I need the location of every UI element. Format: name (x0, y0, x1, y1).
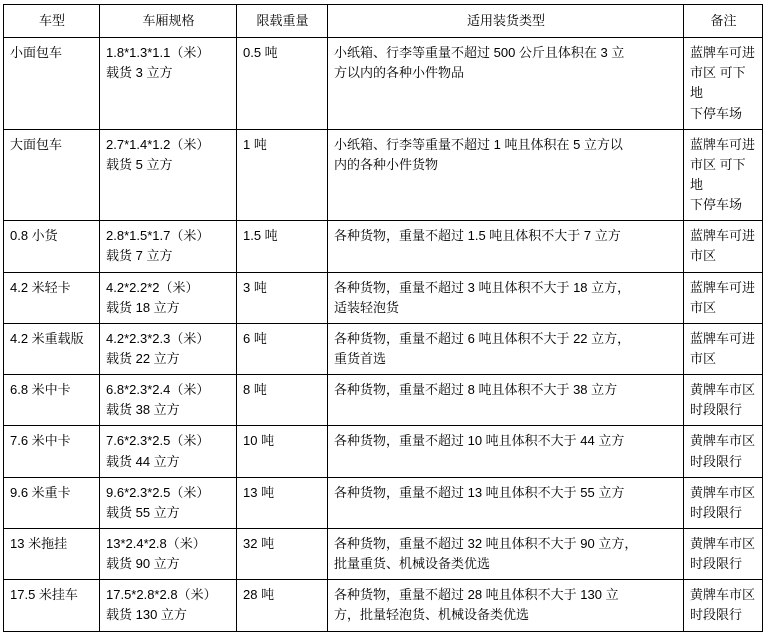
cell-cargo-type-line: 方以内的各种小件物品 (334, 65, 465, 81)
cell-cabin-spec (100, 426, 237, 477)
cell-remark (684, 323, 763, 374)
cell-remark (684, 426, 763, 477)
table-row (4, 323, 763, 374)
cell-remark (684, 129, 763, 221)
column-header-remark: 备注 (684, 5, 763, 38)
cell-cargo-type (328, 129, 684, 221)
cell-cabin-spec-line: 载货 55 立方 (106, 504, 180, 520)
cell-remark-line: 时段限行 (690, 556, 743, 572)
cell-cargo-type (328, 38, 684, 130)
column-header-cabin-spec: 车厢规格 (100, 5, 237, 38)
cell-cargo-type (328, 426, 684, 477)
cell-cargo-type-line: 各种货物，重量不超过 1.5 吨且体积不大于 7 立方 (334, 228, 621, 244)
cell-cargo-type (328, 323, 684, 374)
cell-remark-line: 市区 (690, 248, 717, 264)
cell-remark-line: 下停车场 (690, 105, 743, 121)
cell-cabin-spec (100, 323, 237, 374)
cell-remark-line: 下停车场 (690, 197, 743, 213)
cell-load-limit-line: 8 吨 (243, 382, 267, 398)
cell-cabin-spec (100, 272, 237, 323)
cell-cabin-spec-line: 载货 22 立方 (106, 350, 180, 366)
cell-remark-line: 时段限行 (690, 453, 743, 469)
vehicle-spec-table (3, 4, 763, 632)
cell-vehicle-type (4, 129, 100, 221)
cell-cargo-type (328, 221, 684, 272)
cell-cabin-spec-line: 载货 44 立方 (106, 453, 180, 469)
cell-cargo-type-line: 小纸箱、行李等重量不超过 500 公斤且体积在 3 立 (334, 45, 625, 61)
cell-vehicle-type (4, 580, 100, 631)
cell-vehicle-type (4, 323, 100, 374)
cell-cabin-spec-line: 17.5*2.8*2.8（米） (106, 587, 217, 603)
cell-remark-line: 时段限行 (690, 504, 743, 520)
cell-load-limit (237, 580, 328, 631)
cell-cargo-type (328, 477, 684, 528)
cell-cabin-spec (100, 38, 237, 130)
cell-load-limit (237, 272, 328, 323)
cell-cabin-spec (100, 375, 237, 426)
cell-remark (684, 477, 763, 528)
cell-remark-line: 时段限行 (690, 402, 743, 418)
cell-vehicle-type-line: 17.5 米挂车 (10, 587, 78, 603)
cell-cabin-spec-line: 6.8*2.3*2.4（米） (106, 382, 210, 398)
cell-cargo-type (328, 528, 684, 579)
cell-remark-line: 市区 (690, 350, 717, 366)
cell-remark-line: 蓝牌车可进 (690, 279, 756, 295)
table-row (4, 221, 763, 272)
cell-cargo-type (328, 580, 684, 631)
cell-load-limit (237, 221, 328, 272)
cell-load-limit (237, 528, 328, 579)
column-header-cargo-type: 适用装货类型 (328, 5, 684, 38)
cell-cabin-spec-line: 2.8*1.5*1.7（米） (106, 228, 210, 244)
cell-cabin-spec (100, 528, 237, 579)
table-body (4, 38, 763, 631)
cell-cabin-spec (100, 129, 237, 221)
cell-remark-line: 蓝牌车可进 (690, 136, 756, 152)
cell-cargo-type-line: 各种货物，重量不超过 32 吨且体积不大于 90 立方， (334, 535, 638, 551)
cell-cargo-type (328, 375, 684, 426)
cell-cargo-type-line: 重货首选 (334, 350, 387, 366)
cell-remark-line: 黄牌车市区 (690, 382, 756, 398)
header-row (4, 5, 763, 38)
cell-vehicle-type (4, 426, 100, 477)
cell-vehicle-type-line: 4.2 米重载版 (10, 330, 84, 346)
cell-cabin-spec-line: 9.6*2.3*2.5（米） (106, 484, 210, 500)
cell-cabin-spec-line: 载货 7 立方 (106, 248, 173, 264)
cell-load-limit-line: 1 吨 (243, 136, 267, 152)
cell-cabin-spec (100, 221, 237, 272)
table-row (4, 580, 763, 631)
cell-load-limit-line: 0.5 吨 (243, 45, 278, 61)
cell-cabin-spec (100, 580, 237, 631)
cell-cargo-type-line: 各种货物，重量不超过 13 吨且体积不大于 55 立方 (334, 484, 625, 500)
cell-cabin-spec (100, 477, 237, 528)
cell-vehicle-type-line: 大面包车 (10, 136, 63, 152)
cell-cabin-spec-line: 2.7*1.4*1.2（米） (106, 136, 210, 152)
cell-cabin-spec-line: 7.6*2.3*2.5（米） (106, 433, 210, 449)
cell-vehicle-type (4, 221, 100, 272)
cell-remark (684, 580, 763, 631)
table-row (4, 272, 763, 323)
cell-remark-line: 蓝牌车可进 (690, 330, 756, 346)
cell-vehicle-type (4, 528, 100, 579)
cell-remark-line: 市区 (690, 299, 717, 315)
cell-vehicle-type (4, 272, 100, 323)
table-row (4, 38, 763, 130)
cell-cargo-type-line: 适装轻泡货 (334, 299, 400, 315)
cell-load-limit-line: 13 吨 (243, 484, 275, 500)
cell-load-limit (237, 129, 328, 221)
cell-load-limit-line: 1.5 吨 (243, 228, 278, 244)
cell-remark-line: 黄牌车市区 (690, 587, 756, 603)
cell-cabin-spec-line: 载货 90 立方 (106, 556, 180, 572)
cell-cabin-spec-line: 载货 38 立方 (106, 402, 180, 418)
cell-remark (684, 528, 763, 579)
cell-load-limit (237, 477, 328, 528)
cell-remark (684, 38, 763, 130)
cell-load-limit-line: 10 吨 (243, 433, 275, 449)
cell-load-limit (237, 426, 328, 477)
cell-cabin-spec-line: 4.2*2.3*2.3（米） (106, 330, 210, 346)
cell-cargo-type-line: 内的各种小件货物 (334, 156, 439, 172)
cell-remark-line: 黄牌车市区 (690, 484, 756, 500)
table-row (4, 477, 763, 528)
cell-cargo-type-line: 各种货物，重量不超过 8 吨且体积不大于 38 立方 (334, 382, 618, 398)
cell-vehicle-type-line: 小面包车 (10, 45, 63, 61)
cell-load-limit (237, 323, 328, 374)
cell-vehicle-type-line: 6.8 米中卡 (10, 382, 71, 398)
cell-cabin-spec-line: 1.8*1.3*1.1（米） (106, 45, 210, 61)
cell-vehicle-type-line: 9.6 米重卡 (10, 484, 71, 500)
cell-cargo-type-line: 各种货物，重量不超过 6 吨且体积不大于 22 立方， (334, 330, 631, 346)
cell-load-limit (237, 38, 328, 130)
cell-remark (684, 375, 763, 426)
table-row (4, 528, 763, 579)
cell-load-limit-line: 6 吨 (243, 330, 267, 346)
cell-vehicle-type (4, 38, 100, 130)
cell-cargo-type-line: 各种货物，重量不超过 10 吨且体积不大于 44 立方 (334, 433, 625, 449)
cell-cargo-type-line: 方，批量轻泡货、机械设备类优选 (334, 607, 530, 623)
cell-remark-line: 时段限行 (690, 607, 743, 623)
cell-vehicle-type (4, 477, 100, 528)
cell-load-limit-line: 28 吨 (243, 587, 275, 603)
cell-remark-line: 蓝牌车可进 (690, 45, 756, 61)
cell-remark-line: 黄牌车市区 (690, 433, 756, 449)
cell-load-limit-line: 32 吨 (243, 535, 275, 551)
cell-cargo-type (328, 272, 684, 323)
cell-remark-line: 蓝牌车可进 (690, 228, 756, 244)
cell-vehicle-type-line: 7.6 米中卡 (10, 433, 71, 449)
cell-cargo-type-line: 各种货物，重量不超过 3 吨且体积不大于 18 立方， (334, 279, 631, 295)
cell-remark (684, 272, 763, 323)
cell-load-limit (237, 375, 328, 426)
cell-cabin-spec-line: 13*2.4*2.8（米） (106, 535, 206, 551)
cell-cabin-spec-line: 载货 5 立方 (106, 156, 173, 172)
cell-remark-line: 市区 可下地 (690, 156, 746, 192)
table-row (4, 426, 763, 477)
cell-remark (684, 221, 763, 272)
cell-cargo-type-line: 批量重货、机械设备类优选 (334, 556, 491, 572)
cell-cabin-spec-line: 载货 18 立方 (106, 299, 180, 315)
cell-vehicle-type-line: 13 米拖挂 (10, 535, 68, 551)
cell-cargo-type-line: 各种货物，重量不超过 28 吨且体积不大于 130 立 (334, 587, 619, 603)
cell-cabin-spec-line: 载货 130 立方 (106, 607, 187, 623)
cell-vehicle-type-line: 0.8 小货 (10, 228, 58, 244)
cell-cargo-type-line: 小纸箱、行李等重量不超过 1 吨且体积在 5 立方以 (334, 136, 623, 152)
cell-remark-line: 黄牌车市区 (690, 535, 756, 551)
cell-cabin-spec-line: 4.2*2.2*2（米） (106, 279, 199, 295)
column-header-vehicle-type: 车型 (4, 5, 100, 38)
column-header-load-limit: 限载重量 (237, 5, 328, 38)
cell-vehicle-type (4, 375, 100, 426)
table-header (4, 5, 763, 38)
cell-load-limit-line: 3 吨 (243, 279, 267, 295)
cell-cabin-spec-line: 载货 3 立方 (106, 65, 173, 81)
table-row (4, 375, 763, 426)
table-row (4, 129, 763, 221)
cell-vehicle-type-line: 4.2 米轻卡 (10, 279, 71, 295)
cell-remark-line: 市区 可下地 (690, 65, 746, 101)
